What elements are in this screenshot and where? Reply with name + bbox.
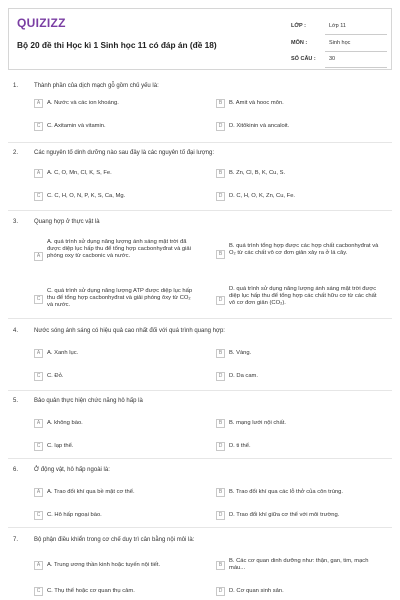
question-text: Các nguyên tố dinh dưỡng nào sau đây là các nguyên tố đại lượng:: [34, 150, 215, 156]
quizizz-logo: QUIZIZZ: [17, 16, 66, 30]
divider: [8, 142, 392, 143]
meta-question-count: SỐ CÂU : 30: [279, 52, 393, 68]
question-number: 2.: [13, 150, 19, 156]
question-number: 5.: [13, 398, 19, 404]
question-number: 3.: [13, 219, 19, 225]
divider: [8, 390, 392, 391]
divider: [8, 458, 392, 459]
question-text: Quang hợp ở thực vật là: [34, 219, 100, 225]
question-number: 1.: [13, 83, 19, 89]
worksheet-header: [8, 8, 392, 70]
question-text: Bộ phận điều khiển trong cơ chế duy trì cân bằng nội môi là:: [34, 537, 195, 543]
question-number: 4.: [13, 328, 19, 334]
question-text: Nước sóng ánh sáng có hiệu quả cao nhất đối với quá trình quang hợp:: [34, 328, 225, 334]
question-number: 7.: [13, 537, 19, 543]
question-text: Bảo quản thực hiện chức năng hô hấp là: [34, 398, 143, 404]
divider: [8, 210, 392, 211]
meta-subject: MÔN : Sinh học: [279, 36, 393, 52]
divider: [8, 527, 392, 528]
meta-grade: LỚP : Lớp 11: [279, 19, 393, 35]
question-number: 6.: [13, 467, 19, 473]
question-text: Ở động vật, hô hấp ngoài là:: [34, 467, 110, 473]
question-text: Thành phần của dịch mạch gỗ gồm chủ yếu là:: [34, 83, 159, 89]
divider: [8, 318, 392, 319]
worksheet-title: Bộ 20 đề thi Học kì 1 Sinh học 11 có đáp án (đề 18): [17, 40, 217, 50]
